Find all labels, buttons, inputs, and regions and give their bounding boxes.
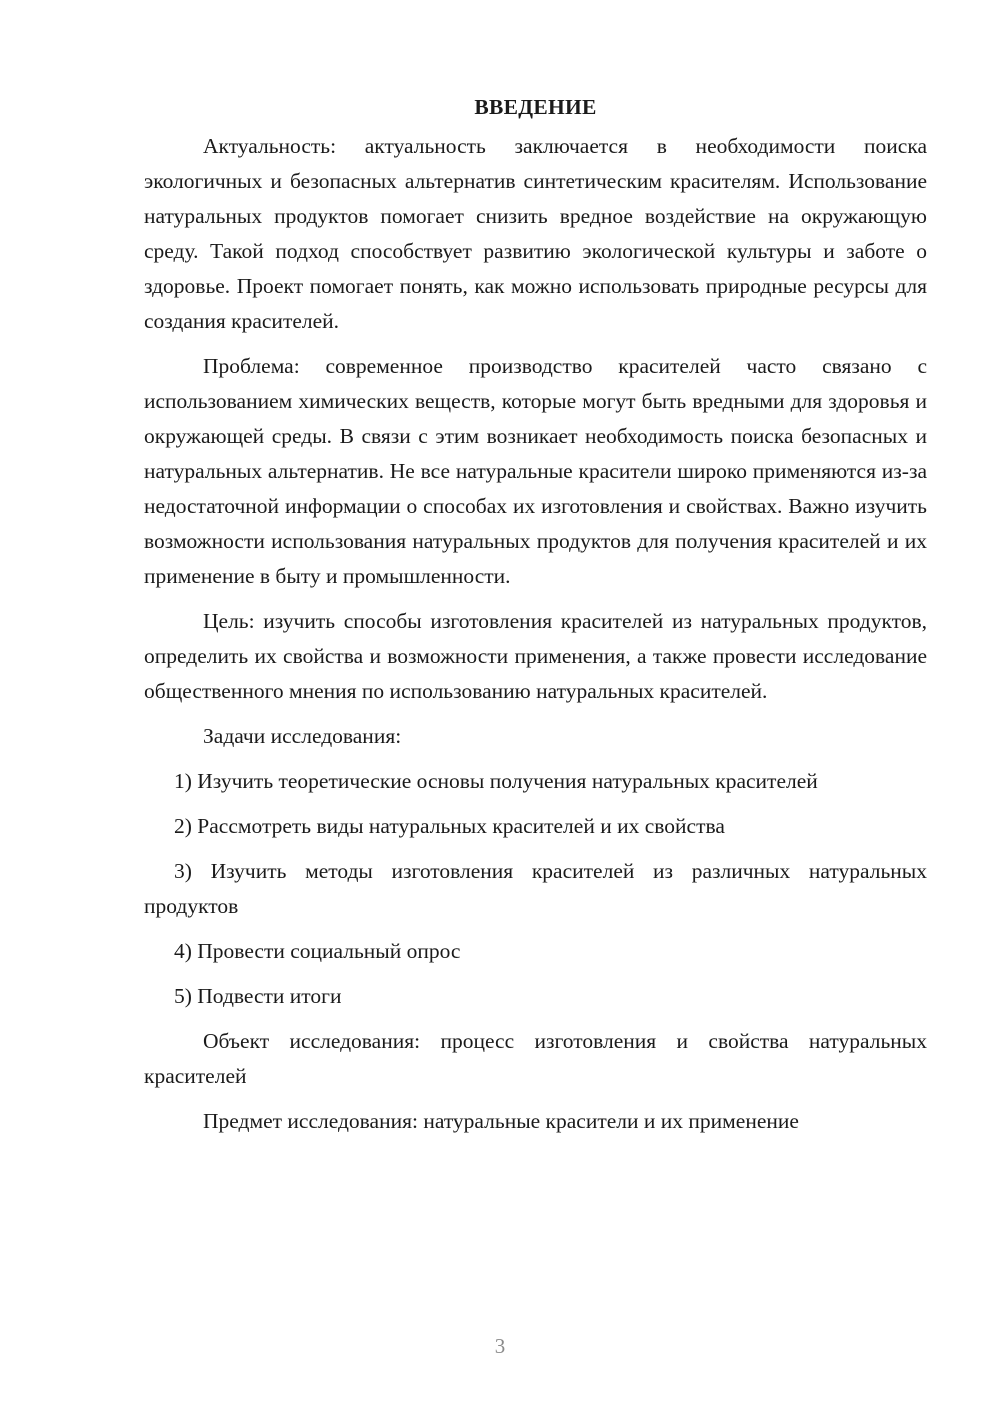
document-page (144, 90, 927, 1149)
page-number: 3 (494, 1334, 506, 1358)
task-item: 5) Подвести итоги (174, 984, 342, 1008)
object-paragraph: Объект исследования: процесс изготовления и свойства натуральных красителей (144, 1029, 927, 1088)
tasks-heading: Задачи исследования: (203, 724, 402, 748)
goal-paragraph: Цель: изучить способы изготовления красителей из натуральных продуктов, определить их свойства и возможности применения, а также провести исследование общественного мнения по использованию натуральных красителей. (144, 609, 927, 703)
document-title: ВВЕДЕНИЕ (474, 95, 597, 119)
task-item: 3) Изучить методы изготовления красителей из различных натуральных продуктов (144, 859, 927, 918)
problem-paragraph: Проблема: современное производство красителей часто связано с использованием химических веществ, которые могут быть вредными для здоровья и окружающей среды. В связи с этим возникает необходимость поиска безопасных и натуральных альтернатив. Не все натуральные красители широко применяются из-за недостаточной информации о способах их изготовления и свойствах. Важно изучить возможности использования натуральных продуктов для получения красителей и их применение в быту и промышленности. (144, 354, 927, 588)
relevance-paragraph: Актуальность: актуальность заключается в необходимости поиска экологичных и безопасных альтернатив синтетическим красителям. Использование натуральных продуктов помогает снизить вредное воздействие на окружающую среду. Такой подход способствует развитию экологической культуры и заботе о здоровье. Проект помогает понять, как можно использовать природные ресурсы для создания красителей. (144, 134, 927, 333)
task-item: 1) Изучить теоретические основы получения натуральных красителей (174, 769, 818, 793)
task-item: 2) Рассмотреть виды натуральных красителей и их свойства (174, 814, 725, 838)
subject-paragraph: Предмет исследования: натуральные красители и их применение (203, 1109, 799, 1133)
task-item: 4) Провести социальный опрос (174, 939, 461, 963)
